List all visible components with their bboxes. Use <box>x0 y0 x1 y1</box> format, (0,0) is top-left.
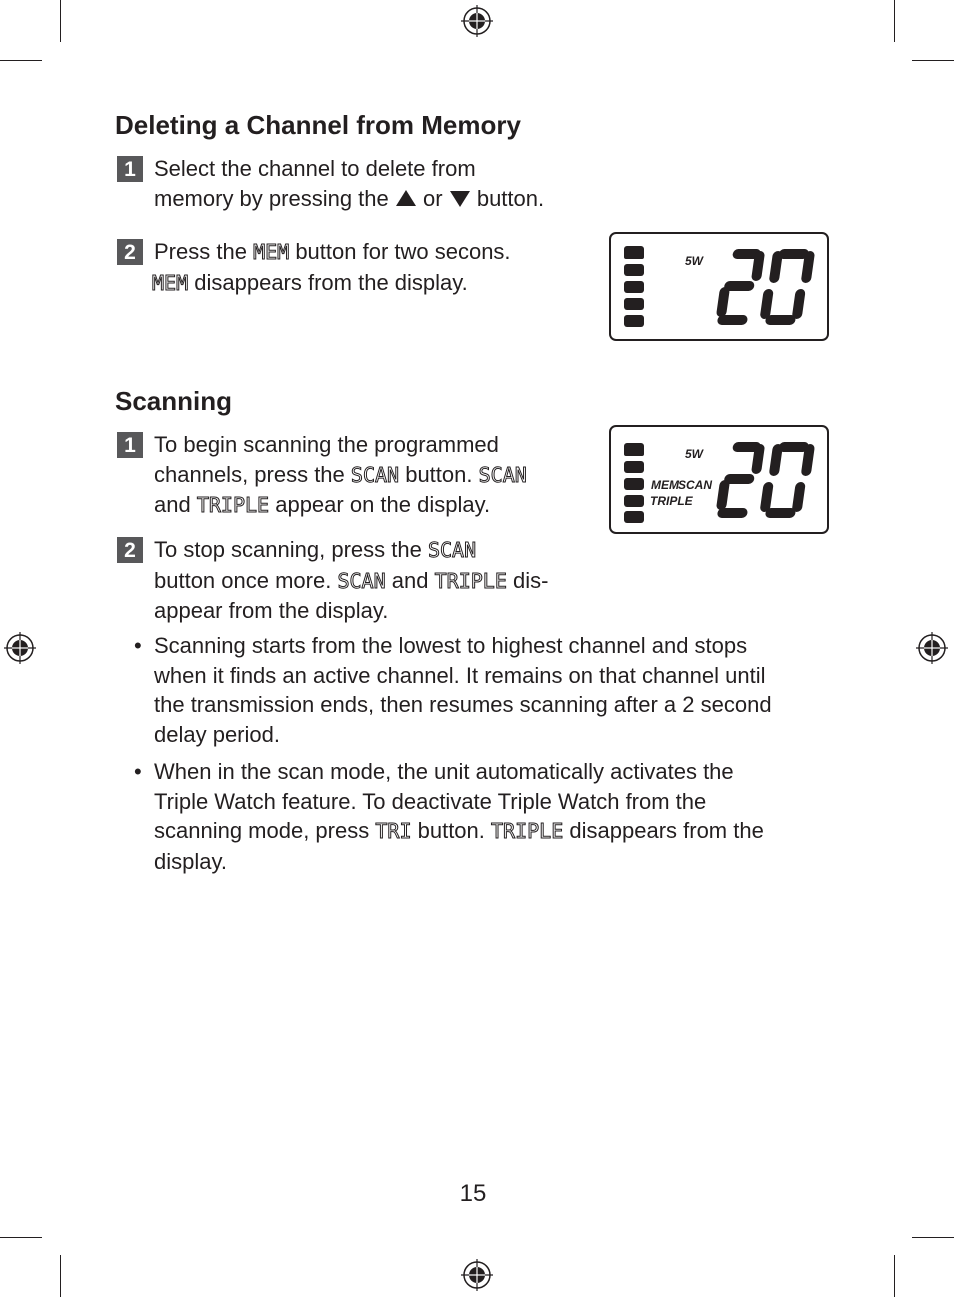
step-number: 2 <box>117 537 143 563</box>
bullet-item <box>134 757 834 877</box>
crop-mark <box>60 0 61 42</box>
bullet-item <box>134 631 834 751</box>
key-label-triple: TRIPLE <box>491 819 564 843</box>
key-label-mem: MEM <box>152 270 189 295</box>
down-arrow-icon <box>449 190 471 208</box>
scan-step-2 <box>117 535 587 625</box>
step-line: and TRIPLE appear on the display. <box>154 492 491 517</box>
registration-mark-icon <box>915 631 949 665</box>
step-line: memory by pressing the or button. <box>154 185 545 211</box>
key-label-scan: SCAN <box>350 462 400 487</box>
registration-mark-icon <box>3 631 37 665</box>
signal-bar <box>624 478 644 490</box>
signal-bar <box>624 461 644 473</box>
step-number: 1 <box>117 432 143 458</box>
up-arrow-icon <box>395 189 417 207</box>
step-line: Press the MEM button for two secons. <box>154 239 511 264</box>
bullet-text: Scanning starts from the lowest to highest channel and stops when it finds an active channel. It remains on that channel until the transmission ends, then resumes scanning after a 2 second delay period. <box>154 633 772 747</box>
step-number: 2 <box>117 239 143 265</box>
step-line: appear from the display. <box>154 598 389 623</box>
key-label-mem: MEM <box>253 240 290 264</box>
step-line: channels, press the SCAN button. SCAN <box>154 461 527 487</box>
crop-mark <box>894 0 895 42</box>
delete-step-1 <box>117 154 587 214</box>
key-label-scan: SCAN <box>478 462 527 487</box>
lcd-display-scanning <box>609 425 829 534</box>
crop-mark <box>912 1237 954 1238</box>
registration-mark-icon <box>460 4 494 38</box>
triple-indicator: TRIPLE <box>650 494 693 508</box>
step-text <box>154 154 544 213</box>
scan-step-1 <box>117 430 587 520</box>
signal-bar <box>624 264 644 276</box>
scan-indicator: SCAN <box>678 478 713 492</box>
step-text <box>154 237 511 298</box>
delete-step-2 <box>117 237 587 297</box>
key-label-scan: SCAN <box>427 538 477 562</box>
step-line: MEM disappears from the display. <box>152 269 468 295</box>
signal-bar <box>624 298 644 310</box>
battery-icon <box>624 246 644 259</box>
step-line: Select the channel to delete from <box>154 156 476 181</box>
key-label-triple: TRIPLE <box>196 493 270 517</box>
crop-mark <box>912 60 954 61</box>
mem-indicator: MEM <box>651 478 679 492</box>
page-number: 15 <box>459 1180 487 1207</box>
crop-mark <box>0 60 42 61</box>
crop-mark <box>0 1237 42 1238</box>
section-heading-delete: Deleting a Channel from Memory <box>115 110 521 140</box>
key-label-tri: TRI <box>375 819 412 843</box>
key-label-scan: SCAN <box>337 568 386 593</box>
step-line: To begin scanning the programmed <box>154 432 499 457</box>
power-indicator: 5W <box>685 447 703 461</box>
bullet-dot: • <box>134 759 142 784</box>
step-text <box>154 535 548 626</box>
crop-mark <box>60 1255 61 1297</box>
signal-bar <box>624 495 644 507</box>
channel-digits <box>712 438 816 522</box>
signal-bar <box>624 315 644 327</box>
registration-mark-icon <box>460 1258 494 1292</box>
step-line: button once more. SCAN and TRIPLE dis- <box>154 567 549 593</box>
section-heading-scanning: Scanning <box>115 386 233 416</box>
crop-mark <box>894 1255 895 1297</box>
battery-icon <box>624 443 644 456</box>
signal-bar <box>624 511 644 523</box>
bullet-dot: • <box>134 633 142 658</box>
power-indicator: 5W <box>685 254 703 268</box>
key-label-triple: TRIPLE <box>434 568 507 593</box>
lcd-display <box>609 232 829 341</box>
signal-bar <box>624 281 644 293</box>
bullet-text: When in the scan mode, the unit automatically activates the Triple Watch feature. To deactivate Triple Watch from the scanning mode, press TRI button. TRIPLE disappears from the display. <box>154 759 764 874</box>
step-line: To stop scanning, press the SCAN <box>154 537 477 562</box>
step-number: 1 <box>117 156 143 182</box>
step-text <box>154 430 527 521</box>
channel-digits <box>712 245 816 329</box>
